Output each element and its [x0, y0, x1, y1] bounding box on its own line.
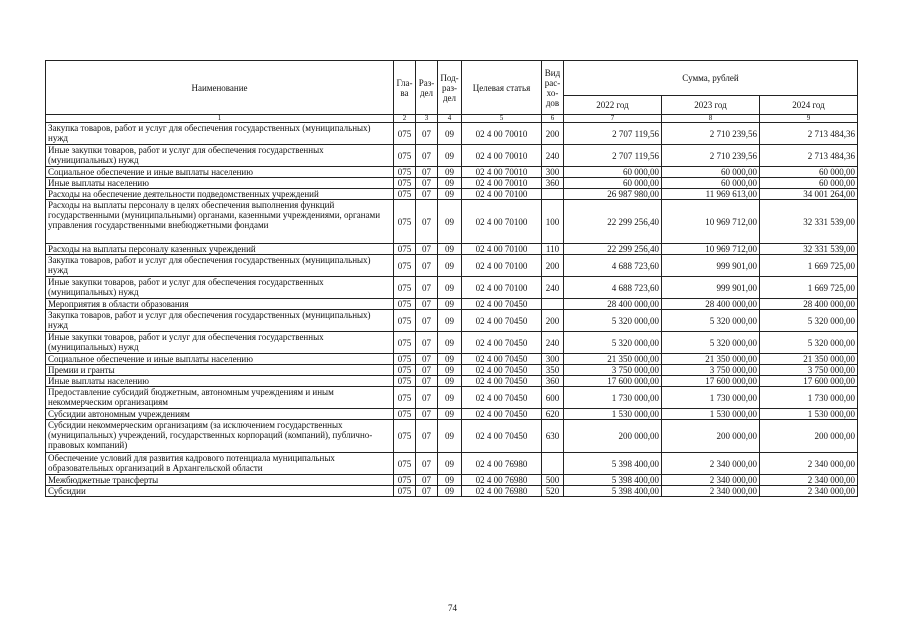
table-row	[46, 145, 858, 167]
row-glava: 075	[394, 299, 416, 310]
row-razdel: 07	[416, 277, 438, 299]
row-glava: 075	[394, 244, 416, 255]
header-podrazdel: Под-раз-дел	[438, 61, 462, 115]
row-sum-2023: 2 710 239,56	[662, 123, 760, 145]
header-name: Наименование	[46, 61, 394, 115]
row-name: Закупка товаров, работ и услуг для обеспечения государственных (муниципальных) нужд	[46, 255, 394, 277]
row-target: 02 4 00 70100	[462, 277, 542, 299]
row-glava: 075	[394, 332, 416, 354]
row-glava: 075	[394, 145, 416, 167]
row-podrazdel: 09	[438, 354, 462, 365]
row-glava: 075	[394, 486, 416, 497]
col-number: 6	[542, 115, 564, 123]
row-podrazdel: 09	[438, 486, 462, 497]
row-vid: 200	[542, 255, 564, 277]
header-sum: Сумма, рублей	[564, 61, 858, 96]
row-glava: 075	[394, 420, 416, 453]
row-sum-2023: 11 969 613,00	[662, 189, 760, 200]
row-sum-2022: 5 320 000,00	[564, 332, 662, 354]
row-sum-2024: 200 000,00	[760, 420, 858, 453]
row-sum-2022: 22 299 256,40	[564, 200, 662, 244]
row-vid: 200	[542, 310, 564, 332]
header-year-2023: 2023 год	[662, 96, 760, 115]
row-sum-2024: 2 340 000,00	[760, 486, 858, 497]
row-glava: 075	[394, 387, 416, 409]
row-sum-2023: 21 350 000,00	[662, 354, 760, 365]
row-podrazdel: 09	[438, 475, 462, 486]
row-name: Межбюджетные трансферты	[46, 475, 394, 486]
row-sum-2024: 32 331 539,00	[760, 244, 858, 255]
row-glava: 075	[394, 376, 416, 387]
row-vid: 500	[542, 475, 564, 486]
row-target: 02 4 00 70450	[462, 409, 542, 420]
table-row	[46, 420, 858, 453]
row-razdel: 07	[416, 409, 438, 420]
header-target: Целевая статья	[462, 61, 542, 115]
row-vid: 360	[542, 376, 564, 387]
row-sum-2023: 5 320 000,00	[662, 332, 760, 354]
row-glava: 075	[394, 189, 416, 200]
column-number-row	[46, 115, 858, 123]
row-sum-2022: 5 398 400,00	[564, 453, 662, 475]
row-razdel: 07	[416, 354, 438, 365]
row-razdel: 07	[416, 167, 438, 178]
row-sum-2022: 2 707 119,56	[564, 145, 662, 167]
row-target: 02 4 00 70450	[462, 354, 542, 365]
row-sum-2023: 999 901,00	[662, 255, 760, 277]
row-sum-2022: 1 530 000,00	[564, 409, 662, 420]
row-glava: 075	[394, 354, 416, 365]
row-target: 02 4 00 76980	[462, 486, 542, 497]
col-number: 1	[46, 115, 394, 123]
row-razdel: 07	[416, 200, 438, 244]
row-name: Расходы на выплаты персоналу казенных учреждений	[46, 244, 394, 255]
col-number: 7	[564, 115, 662, 123]
row-razdel: 07	[416, 453, 438, 475]
row-glava: 075	[394, 453, 416, 475]
row-target: 02 4 00 76980	[462, 475, 542, 486]
row-vid: 350	[542, 365, 564, 376]
row-podrazdel: 09	[438, 178, 462, 189]
row-razdel: 07	[416, 365, 438, 376]
row-razdel: 07	[416, 255, 438, 277]
row-name: Закупка товаров, работ и услуг для обеспечения государственных (муниципальных) нужд	[46, 310, 394, 332]
row-glava: 075	[394, 178, 416, 189]
row-glava: 075	[394, 123, 416, 145]
row-target: 02 4 00 70450	[462, 376, 542, 387]
col-number: 9	[760, 115, 858, 123]
row-podrazdel: 09	[438, 123, 462, 145]
header-vid: Вид рас-хо-дов	[542, 61, 564, 115]
row-sum-2022: 4 688 723,60	[564, 255, 662, 277]
row-sum-2023: 2 340 000,00	[662, 475, 760, 486]
row-sum-2022: 60 000,00	[564, 178, 662, 189]
row-podrazdel: 09	[438, 167, 462, 178]
table-row	[46, 354, 858, 365]
row-sum-2023: 1 530 000,00	[662, 409, 760, 420]
row-name: Иные закупки товаров, работ и услуг для обеспечения государственных (муниципальных) нужд	[46, 277, 394, 299]
header-glava: Гла-ва	[394, 61, 416, 115]
row-sum-2022: 21 350 000,00	[564, 354, 662, 365]
row-target: 02 4 00 70450	[462, 420, 542, 453]
row-razdel: 07	[416, 299, 438, 310]
table-row	[46, 365, 858, 376]
row-vid: 110	[542, 244, 564, 255]
row-sum-2024: 60 000,00	[760, 167, 858, 178]
row-glava: 075	[394, 200, 416, 244]
row-podrazdel: 09	[438, 299, 462, 310]
row-name: Социальное обеспечение и иные выплаты населению	[46, 354, 394, 365]
row-podrazdel: 09	[438, 409, 462, 420]
row-sum-2023: 60 000,00	[662, 178, 760, 189]
row-sum-2024: 28 400 000,00	[760, 299, 858, 310]
row-sum-2023: 2 710 239,56	[662, 145, 760, 167]
row-podrazdel: 09	[438, 453, 462, 475]
row-razdel: 07	[416, 123, 438, 145]
row-sum-2023: 2 340 000,00	[662, 486, 760, 497]
row-name: Предоставление субсидий бюджетным, автономным учреждениям и иным некоммерческим организациям	[46, 387, 394, 409]
row-glava: 075	[394, 255, 416, 277]
row-name: Премии и гранты	[46, 365, 394, 376]
col-number: 5	[462, 115, 542, 123]
row-target: 02 4 00 70010	[462, 123, 542, 145]
row-name: Иные выплаты населению	[46, 178, 394, 189]
row-sum-2023: 3 750 000,00	[662, 365, 760, 376]
col-number: 8	[662, 115, 760, 123]
row-vid: 200	[542, 123, 564, 145]
table-row	[46, 178, 858, 189]
row-sum-2022: 26 987 980,00	[564, 189, 662, 200]
table-row	[46, 475, 858, 486]
row-sum-2022: 4 688 723,60	[564, 277, 662, 299]
row-target: 02 4 00 76980	[462, 453, 542, 475]
table-row	[46, 167, 858, 178]
row-target: 02 4 00 70450	[462, 365, 542, 376]
table-row	[46, 486, 858, 497]
row-sum-2023: 28 400 000,00	[662, 299, 760, 310]
row-vid	[542, 299, 564, 310]
row-name: Закупка товаров, работ и услуг для обеспечения государственных (муниципальных) нужд	[46, 123, 394, 145]
row-podrazdel: 09	[438, 244, 462, 255]
row-sum-2024: 17 600 000,00	[760, 376, 858, 387]
row-glava: 075	[394, 365, 416, 376]
row-sum-2024: 2 713 484,36	[760, 123, 858, 145]
row-sum-2022: 5 398 400,00	[564, 475, 662, 486]
row-podrazdel: 09	[438, 310, 462, 332]
table-header	[46, 61, 858, 123]
row-sum-2024: 2 713 484,36	[760, 145, 858, 167]
row-sum-2023: 1 730 000,00	[662, 387, 760, 409]
row-sum-2022: 5 398 400,00	[564, 486, 662, 497]
table-row	[46, 453, 858, 475]
row-vid	[542, 453, 564, 475]
row-name: Расходы на обеспечение деятельности подведомственных учреждений	[46, 189, 394, 200]
row-vid: 520	[542, 486, 564, 497]
row-sum-2024: 2 340 000,00	[760, 453, 858, 475]
row-sum-2024: 60 000,00	[760, 178, 858, 189]
row-sum-2022: 60 000,00	[564, 167, 662, 178]
row-podrazdel: 09	[438, 277, 462, 299]
col-number: 4	[438, 115, 462, 123]
row-vid: 100	[542, 200, 564, 244]
row-sum-2024: 1 669 725,00	[760, 255, 858, 277]
row-sum-2024: 21 350 000,00	[760, 354, 858, 365]
row-sum-2023: 999 901,00	[662, 277, 760, 299]
table-row	[46, 299, 858, 310]
row-vid: 630	[542, 420, 564, 453]
row-podrazdel: 09	[438, 200, 462, 244]
row-podrazdel: 09	[438, 189, 462, 200]
row-sum-2022: 3 750 000,00	[564, 365, 662, 376]
row-vid: 600	[542, 387, 564, 409]
row-glava: 075	[394, 475, 416, 486]
col-number: 3	[416, 115, 438, 123]
row-name: Иные закупки товаров, работ и услуг для обеспечения государственных (муниципальных) нужд	[46, 332, 394, 354]
row-razdel: 07	[416, 178, 438, 189]
table-row	[46, 409, 858, 420]
row-name: Субсидии	[46, 486, 394, 497]
row-name: Субсидии автономным учреждениям	[46, 409, 394, 420]
row-name: Субсидии некоммерческим организациям (за исключением государственных (муниципальных) учреждений, государственных корпораций (компаний), публично-правовых компаний)	[46, 420, 394, 453]
row-podrazdel: 09	[438, 387, 462, 409]
row-vid: 300	[542, 354, 564, 365]
row-vid: 240	[542, 277, 564, 299]
row-sum-2024: 2 340 000,00	[760, 475, 858, 486]
row-sum-2023: 10 969 712,00	[662, 200, 760, 244]
row-glava: 075	[394, 310, 416, 332]
row-sum-2024: 1 730 000,00	[760, 387, 858, 409]
header-razdel: Раз-дел	[416, 61, 438, 115]
row-sum-2023: 60 000,00	[662, 167, 760, 178]
row-podrazdel: 09	[438, 420, 462, 453]
row-podrazdel: 09	[438, 255, 462, 277]
row-razdel: 07	[416, 189, 438, 200]
row-sum-2023: 17 600 000,00	[662, 376, 760, 387]
table-row	[46, 376, 858, 387]
row-sum-2024: 5 320 000,00	[760, 332, 858, 354]
row-sum-2022: 17 600 000,00	[564, 376, 662, 387]
row-podrazdel: 09	[438, 376, 462, 387]
row-vid: 360	[542, 178, 564, 189]
row-razdel: 07	[416, 310, 438, 332]
row-name: Обеспечение условий для развития кадрового потенциала муниципальных образовательных организаций в Архангельской области	[46, 453, 394, 475]
row-name: Расходы на выплаты персоналу в целях обеспечения выполнения функций государственными (муниципальными) органами, казенными учреждениями, органами управления государственными внебюджетными фондами	[46, 200, 394, 244]
row-vid: 300	[542, 167, 564, 178]
row-target: 02 4 00 70100	[462, 189, 542, 200]
budget-table	[45, 60, 858, 497]
row-sum-2022: 5 320 000,00	[564, 310, 662, 332]
row-sum-2022: 200 000,00	[564, 420, 662, 453]
row-sum-2024: 5 320 000,00	[760, 310, 858, 332]
row-razdel: 07	[416, 420, 438, 453]
row-sum-2024: 1 669 725,00	[760, 277, 858, 299]
row-name: Социальное обеспечение и иные выплаты населению	[46, 167, 394, 178]
table-row	[46, 189, 858, 200]
row-sum-2022: 2 707 119,56	[564, 123, 662, 145]
row-target: 02 4 00 70450	[462, 387, 542, 409]
row-sum-2024: 32 331 539,00	[760, 200, 858, 244]
row-name: Иные выплаты населению	[46, 376, 394, 387]
row-razdel: 07	[416, 145, 438, 167]
table-row	[46, 310, 858, 332]
row-target: 02 4 00 70450	[462, 332, 542, 354]
table-row	[46, 332, 858, 354]
table-row	[46, 244, 858, 255]
row-razdel: 07	[416, 244, 438, 255]
row-podrazdel: 09	[438, 145, 462, 167]
row-podrazdel: 09	[438, 365, 462, 376]
row-sum-2024: 34 001 264,00	[760, 189, 858, 200]
row-sum-2023: 5 320 000,00	[662, 310, 760, 332]
row-target: 02 4 00 70450	[462, 310, 542, 332]
table-row	[46, 255, 858, 277]
row-podrazdel: 09	[438, 332, 462, 354]
row-razdel: 07	[416, 387, 438, 409]
row-razdel: 07	[416, 332, 438, 354]
row-sum-2022: 1 730 000,00	[564, 387, 662, 409]
row-glava: 075	[394, 277, 416, 299]
row-razdel: 07	[416, 376, 438, 387]
col-number: 2	[394, 115, 416, 123]
page-number: 74	[448, 603, 457, 613]
row-razdel: 07	[416, 486, 438, 497]
table-row	[46, 277, 858, 299]
row-target: 02 4 00 70010	[462, 178, 542, 189]
row-target: 02 4 00 70450	[462, 299, 542, 310]
row-glava: 075	[394, 167, 416, 178]
row-sum-2024: 1 530 000,00	[760, 409, 858, 420]
row-vid: 240	[542, 145, 564, 167]
row-target: 02 4 00 70100	[462, 200, 542, 244]
table-row	[46, 387, 858, 409]
row-vid: 620	[542, 409, 564, 420]
row-target: 02 4 00 70010	[462, 167, 542, 178]
row-sum-2023: 10 969 712,00	[662, 244, 760, 255]
row-target: 02 4 00 70100	[462, 255, 542, 277]
row-name: Мероприятия в области образования	[46, 299, 394, 310]
row-sum-2022: 22 299 256,40	[564, 244, 662, 255]
row-sum-2023: 2 340 000,00	[662, 453, 760, 475]
table-row	[46, 200, 858, 244]
row-sum-2024: 3 750 000,00	[760, 365, 858, 376]
row-target: 02 4 00 70100	[462, 244, 542, 255]
row-sum-2023: 200 000,00	[662, 420, 760, 453]
row-target: 02 4 00 70010	[462, 145, 542, 167]
header-year-2024: 2024 год	[760, 96, 858, 115]
row-vid	[542, 189, 564, 200]
header-year-2022: 2022 год	[564, 96, 662, 115]
table-body	[46, 123, 858, 497]
row-razdel: 07	[416, 475, 438, 486]
row-name: Иные закупки товаров, работ и услуг для обеспечения государственных (муниципальных) нужд	[46, 145, 394, 167]
table-row	[46, 123, 858, 145]
row-sum-2022: 28 400 000,00	[564, 299, 662, 310]
row-vid: 240	[542, 332, 564, 354]
row-glava: 075	[394, 409, 416, 420]
